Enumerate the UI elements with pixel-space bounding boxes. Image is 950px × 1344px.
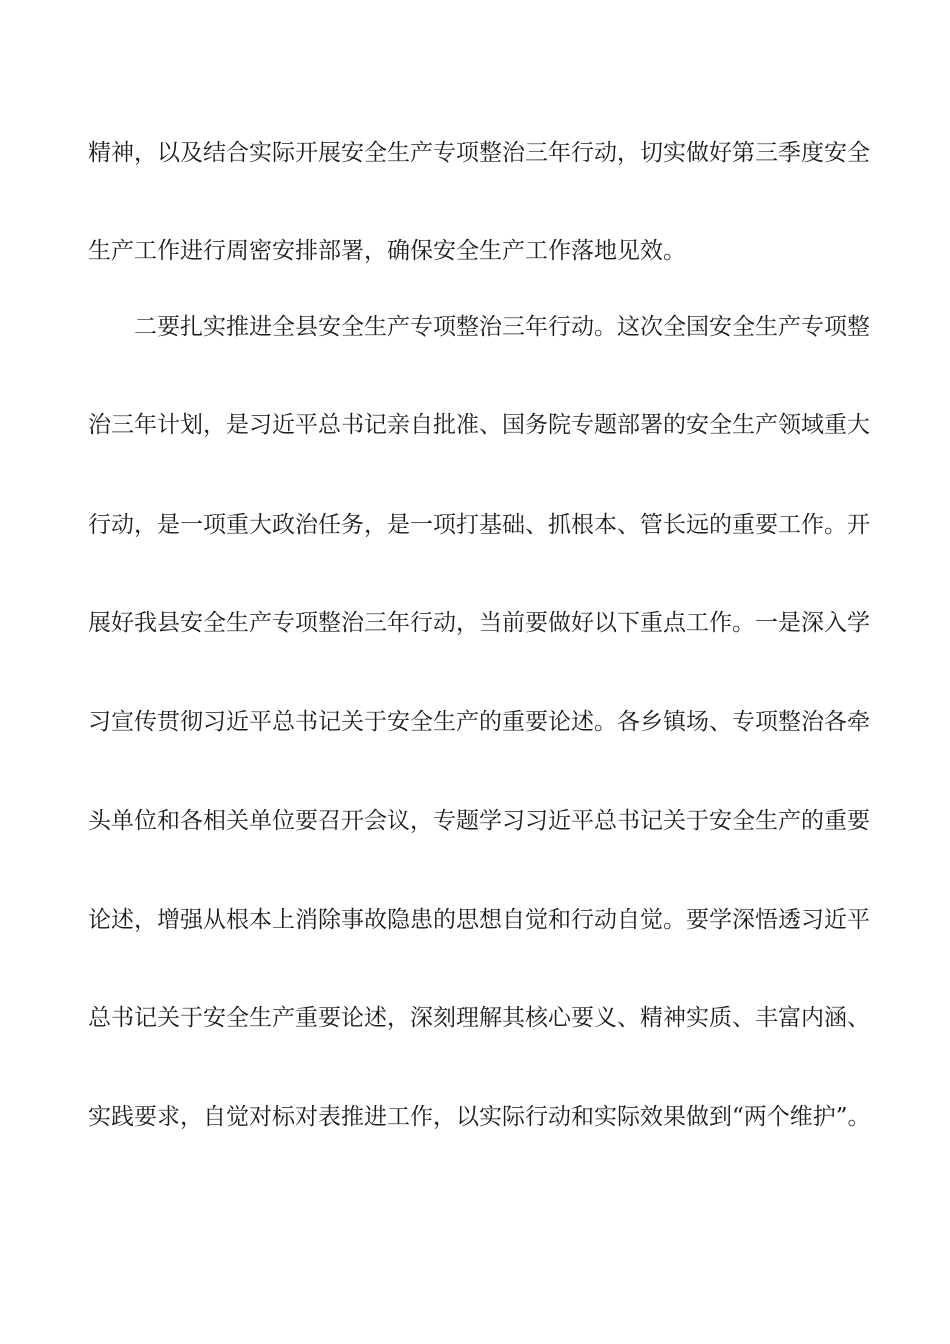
text-line: 习宣传贯彻习近平总书记关于安全生产的重要论述。各乡镇场、专项整治各牵 — [88, 709, 870, 735]
text-line: 总书记关于安全生产重要论述，深刻理解其核心要义、精神实质、丰富内涵、 — [88, 1005, 870, 1031]
text-line: 展好我县安全生产专项整治三年行动，当前要做好以下重点工作。一是深入学 — [88, 610, 870, 636]
text-line: 治三年计划，是习近平总书记亲自批准、国务院专题部署的安全生产领域重大 — [88, 412, 870, 438]
paragraph-start-line: 二要扎实推进全县安全生产专项整治三年行动。这次全国安全生产专项整 — [134, 314, 870, 340]
text-line: 行动，是一项重大政治任务，是一项打基础、抓根本、管长远的重要工作。开 — [88, 512, 870, 538]
text-line: 头单位和各相关单位要召开会议，专题学习习近平总书记关于安全生产的重要 — [88, 808, 870, 834]
text-line: 论述，增强从根本上消除事故隐患的思想自觉和行动自觉。要学深悟透习近平 — [88, 907, 870, 933]
text-line: 精神，以及结合实际开展安全生产专项整治三年行动，切实做好第三季度安全 — [88, 140, 870, 166]
text-line: 实践要求，自觉对标对表推进工作，以实际行动和实际效果做到“两个维护”。 — [88, 1104, 871, 1130]
text-line: 生产工作进行周密安排部署，确保安全生产工作落地见效。 — [88, 238, 686, 264]
